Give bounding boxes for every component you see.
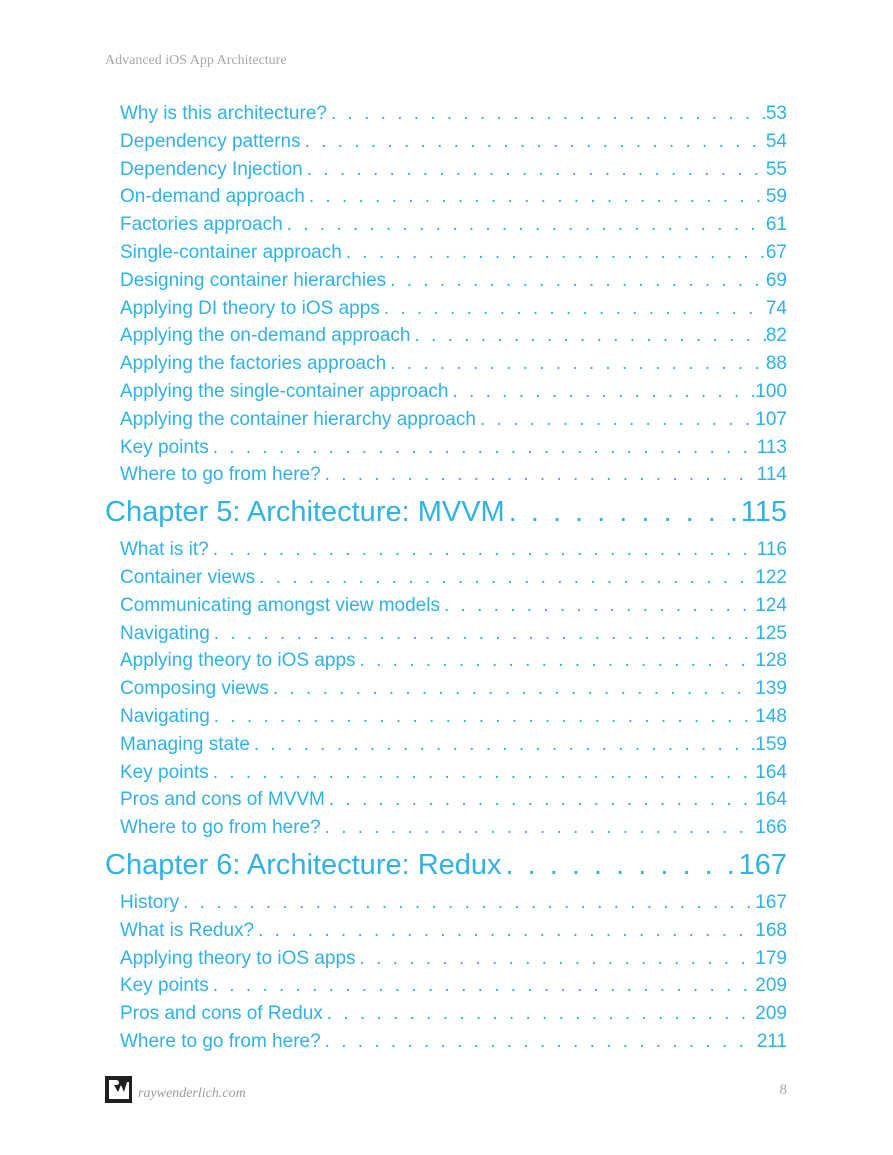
toc-entry-page-number: 113 <box>756 436 787 458</box>
toc-entry-page-number: 125 <box>755 622 787 644</box>
toc-entry-title: What is it? <box>120 539 209 561</box>
toc-dot-leader <box>386 353 766 375</box>
toc-entry-page-number: 69 <box>765 269 787 291</box>
toc-entry[interactable] <box>120 381 787 409</box>
toc-entry-page-number: 59 <box>765 186 787 208</box>
toc-entry-title: Applying theory to iOS apps <box>120 947 356 969</box>
toc-dot-leader <box>476 409 755 431</box>
toc-chapter-entry[interactable] <box>105 845 787 892</box>
toc-entry-title: Why is this architecture? <box>120 103 327 124</box>
toc-entry[interactable] <box>120 437 787 465</box>
toc-entry-page-number: 166 <box>755 817 787 839</box>
toc-dot-leader <box>505 496 741 529</box>
toc-entry[interactable] <box>120 817 787 845</box>
toc-entry-page-number: 116 <box>756 539 787 561</box>
toc-entry-title: Chapter 6: Architecture: Redux <box>105 848 502 881</box>
raywenderlich-logo-icon <box>105 1076 132 1103</box>
toc-entry-title: Where to go from here? <box>120 464 321 486</box>
toc-dot-leader <box>410 325 765 347</box>
toc-entry-title: Key points <box>120 436 209 458</box>
toc-dot-leader <box>440 595 755 617</box>
toc-entry[interactable] <box>120 706 787 734</box>
toc-dot-leader <box>502 849 739 882</box>
toc-entry-page-number: 115 <box>740 496 787 529</box>
toc-dot-leader <box>209 437 757 459</box>
toc-entry[interactable] <box>120 920 787 948</box>
toc-dot-leader <box>303 159 766 181</box>
toc-entry-title: Dependency Injection <box>120 158 303 180</box>
toc-dot-leader <box>449 381 756 403</box>
toc-dot-leader <box>325 789 755 811</box>
toc-entry-title: History <box>120 891 180 913</box>
toc-dot-leader <box>209 539 757 561</box>
toc-entry-title: Single-container approach <box>120 241 342 263</box>
toc-entry-page-number: 164 <box>755 761 787 783</box>
toc-entry-page-number: 159 <box>755 733 787 755</box>
toc-entry-title: Navigating <box>120 622 210 644</box>
toc-dot-leader <box>386 270 766 292</box>
toc-entry[interactable] <box>120 159 787 187</box>
toc-entry-title: Communicating amongst view models <box>120 594 440 616</box>
toc-dot-leader <box>342 242 766 264</box>
toc-entry-title: Pros and cons of Redux <box>120 1003 323 1025</box>
toc-dot-leader <box>269 678 755 700</box>
toc-dot-leader <box>327 103 766 125</box>
toc-dot-leader <box>210 623 756 645</box>
toc-dot-leader <box>254 920 755 942</box>
toc-entry-title: Where to go from here? <box>120 1030 321 1052</box>
toc-dot-leader <box>321 464 757 486</box>
toc-dot-leader <box>356 650 756 672</box>
toc-dot-leader <box>321 817 756 839</box>
toc-entry-page-number: 209 <box>755 975 787 997</box>
running-header: Advanced iOS App Architecture <box>105 53 287 68</box>
toc-entry-page-number: 209 <box>755 1003 787 1025</box>
toc-entry[interactable] <box>120 789 787 817</box>
toc-entry-page-number: 167 <box>755 891 787 913</box>
toc-entry-title: Key points <box>120 975 209 997</box>
toc-entry-page-number: 167 <box>738 848 787 881</box>
toc-entry-page-number: 88 <box>765 353 787 375</box>
toc-chapter-entry[interactable] <box>105 492 787 539</box>
toc-entry[interactable] <box>120 325 787 353</box>
toc-entry-title: Key points <box>120 761 209 783</box>
toc-dot-leader <box>356 948 756 970</box>
toc-dot-leader <box>179 892 755 914</box>
toc-entry[interactable] <box>120 464 787 492</box>
toc-entry[interactable] <box>120 270 787 298</box>
toc-entry-page-number: 114 <box>756 464 787 486</box>
toc-entry[interactable] <box>120 1031 787 1059</box>
toc-entry[interactable] <box>120 1003 787 1031</box>
toc-entry-title: Designing container hierarchies <box>120 269 387 291</box>
toc-entry[interactable] <box>120 103 787 131</box>
toc-entry-title: Managing state <box>120 733 250 755</box>
toc-dot-leader <box>250 734 755 756</box>
toc-entry[interactable] <box>120 762 787 790</box>
toc-entry[interactable] <box>120 242 787 270</box>
toc-entry-page-number: 67 <box>765 241 787 263</box>
toc-entry[interactable] <box>120 623 787 651</box>
toc-entry[interactable] <box>120 214 787 242</box>
toc-dot-leader <box>209 975 756 997</box>
toc-entry-page-number: 107 <box>755 408 787 430</box>
toc-entry-page-number: 139 <box>755 678 787 700</box>
page-number: 8 <box>779 1082 787 1098</box>
toc-dot-leader <box>283 214 766 236</box>
toc-dot-leader <box>209 762 756 784</box>
toc-entry-page-number: 164 <box>755 789 787 811</box>
toc-entry[interactable] <box>120 595 787 623</box>
toc-entry-page-number: 124 <box>755 594 787 616</box>
toc-entry-page-number: 55 <box>765 158 787 180</box>
toc-entry[interactable] <box>120 186 787 214</box>
toc-entry[interactable] <box>120 353 787 381</box>
toc-dot-leader <box>210 706 756 728</box>
toc-entry-title: Applying DI theory to iOS apps <box>120 297 380 319</box>
toc-entry-title: Applying the container hierarchy approach <box>120 408 476 430</box>
toc-entry-page-number: 122 <box>755 566 787 588</box>
toc-entry-page-number: 168 <box>755 919 787 941</box>
toc-entry-title: Applying the single-container approach <box>120 380 449 402</box>
toc-entry-page-number: 211 <box>756 1030 787 1052</box>
toc-entry-page-number: 128 <box>755 650 787 672</box>
toc-entry[interactable] <box>120 650 787 678</box>
toc-dot-leader <box>321 1031 757 1053</box>
page-footer <box>105 1076 246 1103</box>
toc-entry-page-number: 53 <box>765 103 787 124</box>
toc-dot-leader <box>301 131 766 153</box>
toc-entry-page-number: 100 <box>755 380 787 402</box>
toc-entry[interactable] <box>120 948 787 976</box>
toc-entry[interactable] <box>120 678 787 706</box>
toc-entry-page-number: 148 <box>755 705 787 727</box>
toc-entry-page-number: 179 <box>755 947 787 969</box>
toc-entry[interactable] <box>120 567 787 595</box>
toc-entry-page-number: 74 <box>765 297 787 319</box>
toc-entry[interactable] <box>120 975 787 1003</box>
toc-entry-title: Container views <box>120 566 256 588</box>
toc-entry[interactable] <box>120 298 787 326</box>
toc-entry[interactable] <box>120 734 787 762</box>
toc-entry-page-number: 82 <box>765 325 787 347</box>
toc-entry-page-number: 61 <box>765 214 787 236</box>
toc-dot-leader <box>380 298 766 320</box>
toc-dot-leader <box>323 1003 756 1025</box>
toc-dot-leader <box>255 567 755 589</box>
toc-entry[interactable] <box>120 892 787 920</box>
toc-entry-title: Applying the factories approach <box>120 353 387 375</box>
toc-entry-title: Applying the on-demand approach <box>120 325 411 347</box>
footer-site-name: raywenderlich.com <box>138 1085 246 1101</box>
toc-entry-title: Composing views <box>120 678 269 700</box>
toc-entry-title: On-demand approach <box>120 186 305 208</box>
toc-entry-title: Dependency patterns <box>120 130 301 152</box>
toc-entry[interactable] <box>120 539 787 567</box>
toc-dot-leader <box>305 186 766 208</box>
toc-entry-title: Factories approach <box>120 214 283 236</box>
toc-entry-page-number: 54 <box>765 130 787 152</box>
toc-entry[interactable] <box>120 409 787 437</box>
toc-entry-title: Pros and cons of MVVM <box>120 789 325 811</box>
toc-entry-title: Applying theory to iOS apps <box>120 650 356 672</box>
toc-entry-title: Chapter 5: Architecture: MVVM <box>105 496 505 529</box>
toc-entry-title: What is Redux? <box>120 919 255 941</box>
toc-entry-title: Navigating <box>120 705 210 727</box>
toc-entry[interactable] <box>120 131 787 159</box>
toc-entry-title: Where to go from here? <box>120 817 321 839</box>
table-of-contents <box>105 103 787 1059</box>
